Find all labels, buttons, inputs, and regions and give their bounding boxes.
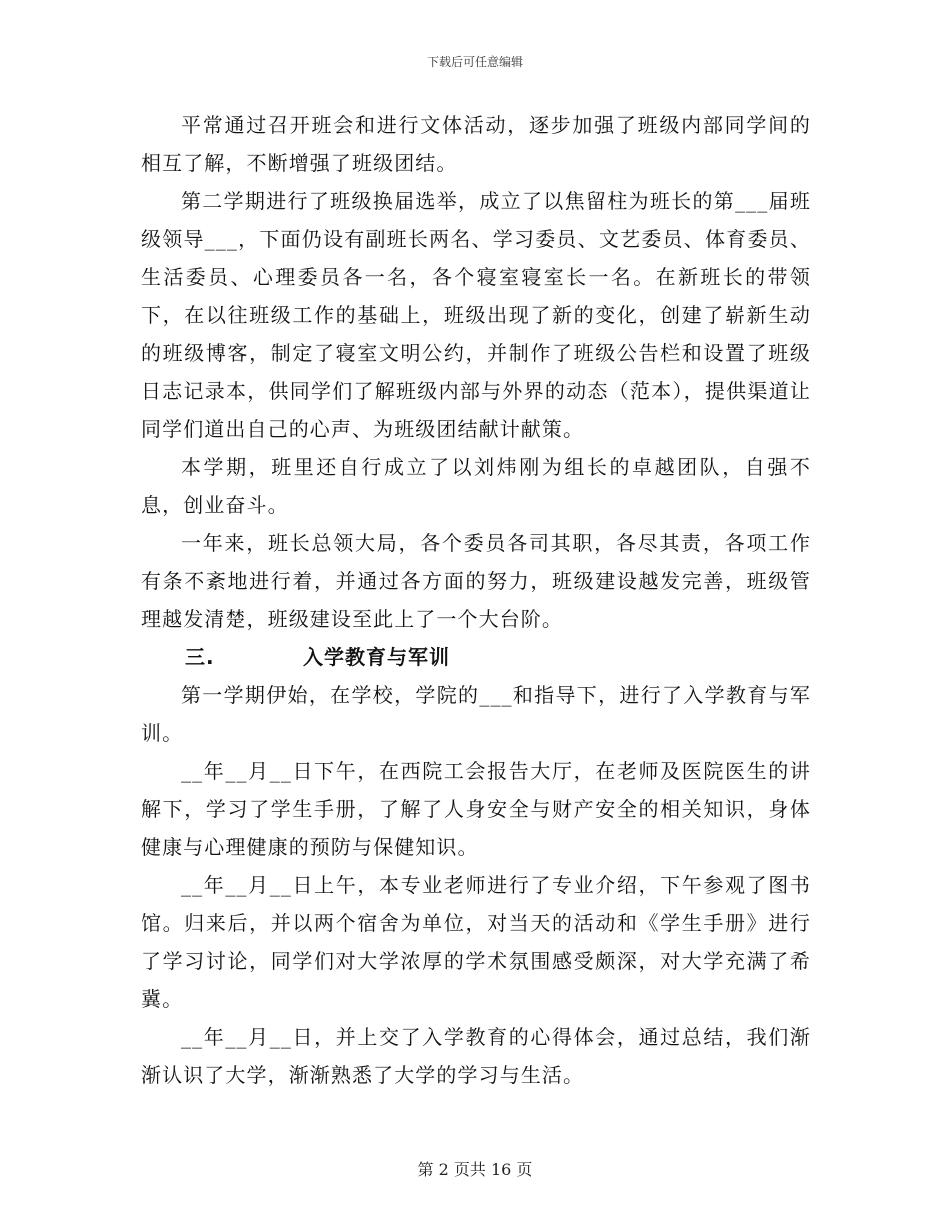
- page-number-footer: 第 2 页共 16 页: [417, 1160, 533, 1179]
- page-header: 下载后可任意编辑: [426, 55, 523, 69]
- section-heading: [141, 638, 811, 676]
- paragraph-orientation-lecture: __年__月__日下午，在西院工会报告大厅，在老师及医院医生的讲解下，学习了学生手册，了解了人身安全与财产安全的相关知识，身体健康与心理健康的预防与保健知识。: [141, 759, 811, 859]
- paragraph-excellence-team: 本学期，班里还自行成立了以刘炜刚为组长的卓越团队，自强不息，创业奋斗。: [141, 455, 811, 517]
- paragraph-class-activities: 平常通过召开班会和进行文体活动，逐步加强了班级内部同学间的相互了解，不断增强了班级团结。: [141, 113, 811, 175]
- section-title: 入学教育与军训: [303, 645, 450, 669]
- paragraph-orientation-intro: 第一学期伊始，在学校，学院的___和指导下，进行了入学教育与军训。: [141, 683, 811, 745]
- section-number: 三.: [185, 645, 215, 669]
- paragraph-library-visit: __年__月__日上午，本专业老师进行了专业介绍，下午参观了图书馆。归来后，并以两个宿舍为单位，对当天的活动和《学生手册》进行了学习讨论，同学们对大学浓厚的学术氛围感受颇深，对大学充满了希冀。: [141, 873, 811, 1011]
- document-body: [141, 106, 811, 1094]
- paragraph-class-election: 第二学期进行了班级换届选举，成立了以焦留柱为班长的第___届班级领导___，下面仍设有副班长两名、学习委员、文艺委员、体育委员、生活委员、心理委员各一名，各个寝室寝室长一名。在新班长的带领下，在以往班级工作的基础上，班级出现了新的变化，创建了崭新生动的班级博客，制定了寝室文明公约，并制作了班级公告栏和设置了班级日志记录本，供同学们了解班级内部与外界的动态（范本），提供渠道让同学们道出自己的心声、为班级团结献计献策。: [141, 189, 811, 441]
- paragraph-reflection-submission: __年__月__日，并上交了入学教育的心得体会，通过总结，我们渐渐认识了大学，渐渐熟悉了大学的学习与生活。: [141, 1025, 811, 1087]
- paragraph-year-summary: 一年来，班长总领大局，各个委员各司其职，各尽其责，各项工作有条不紊地进行着，并通过各方面的努力，班级建设越发完善，班级管理越发清楚，班级建设至此上了一个大台阶。: [141, 531, 811, 631]
